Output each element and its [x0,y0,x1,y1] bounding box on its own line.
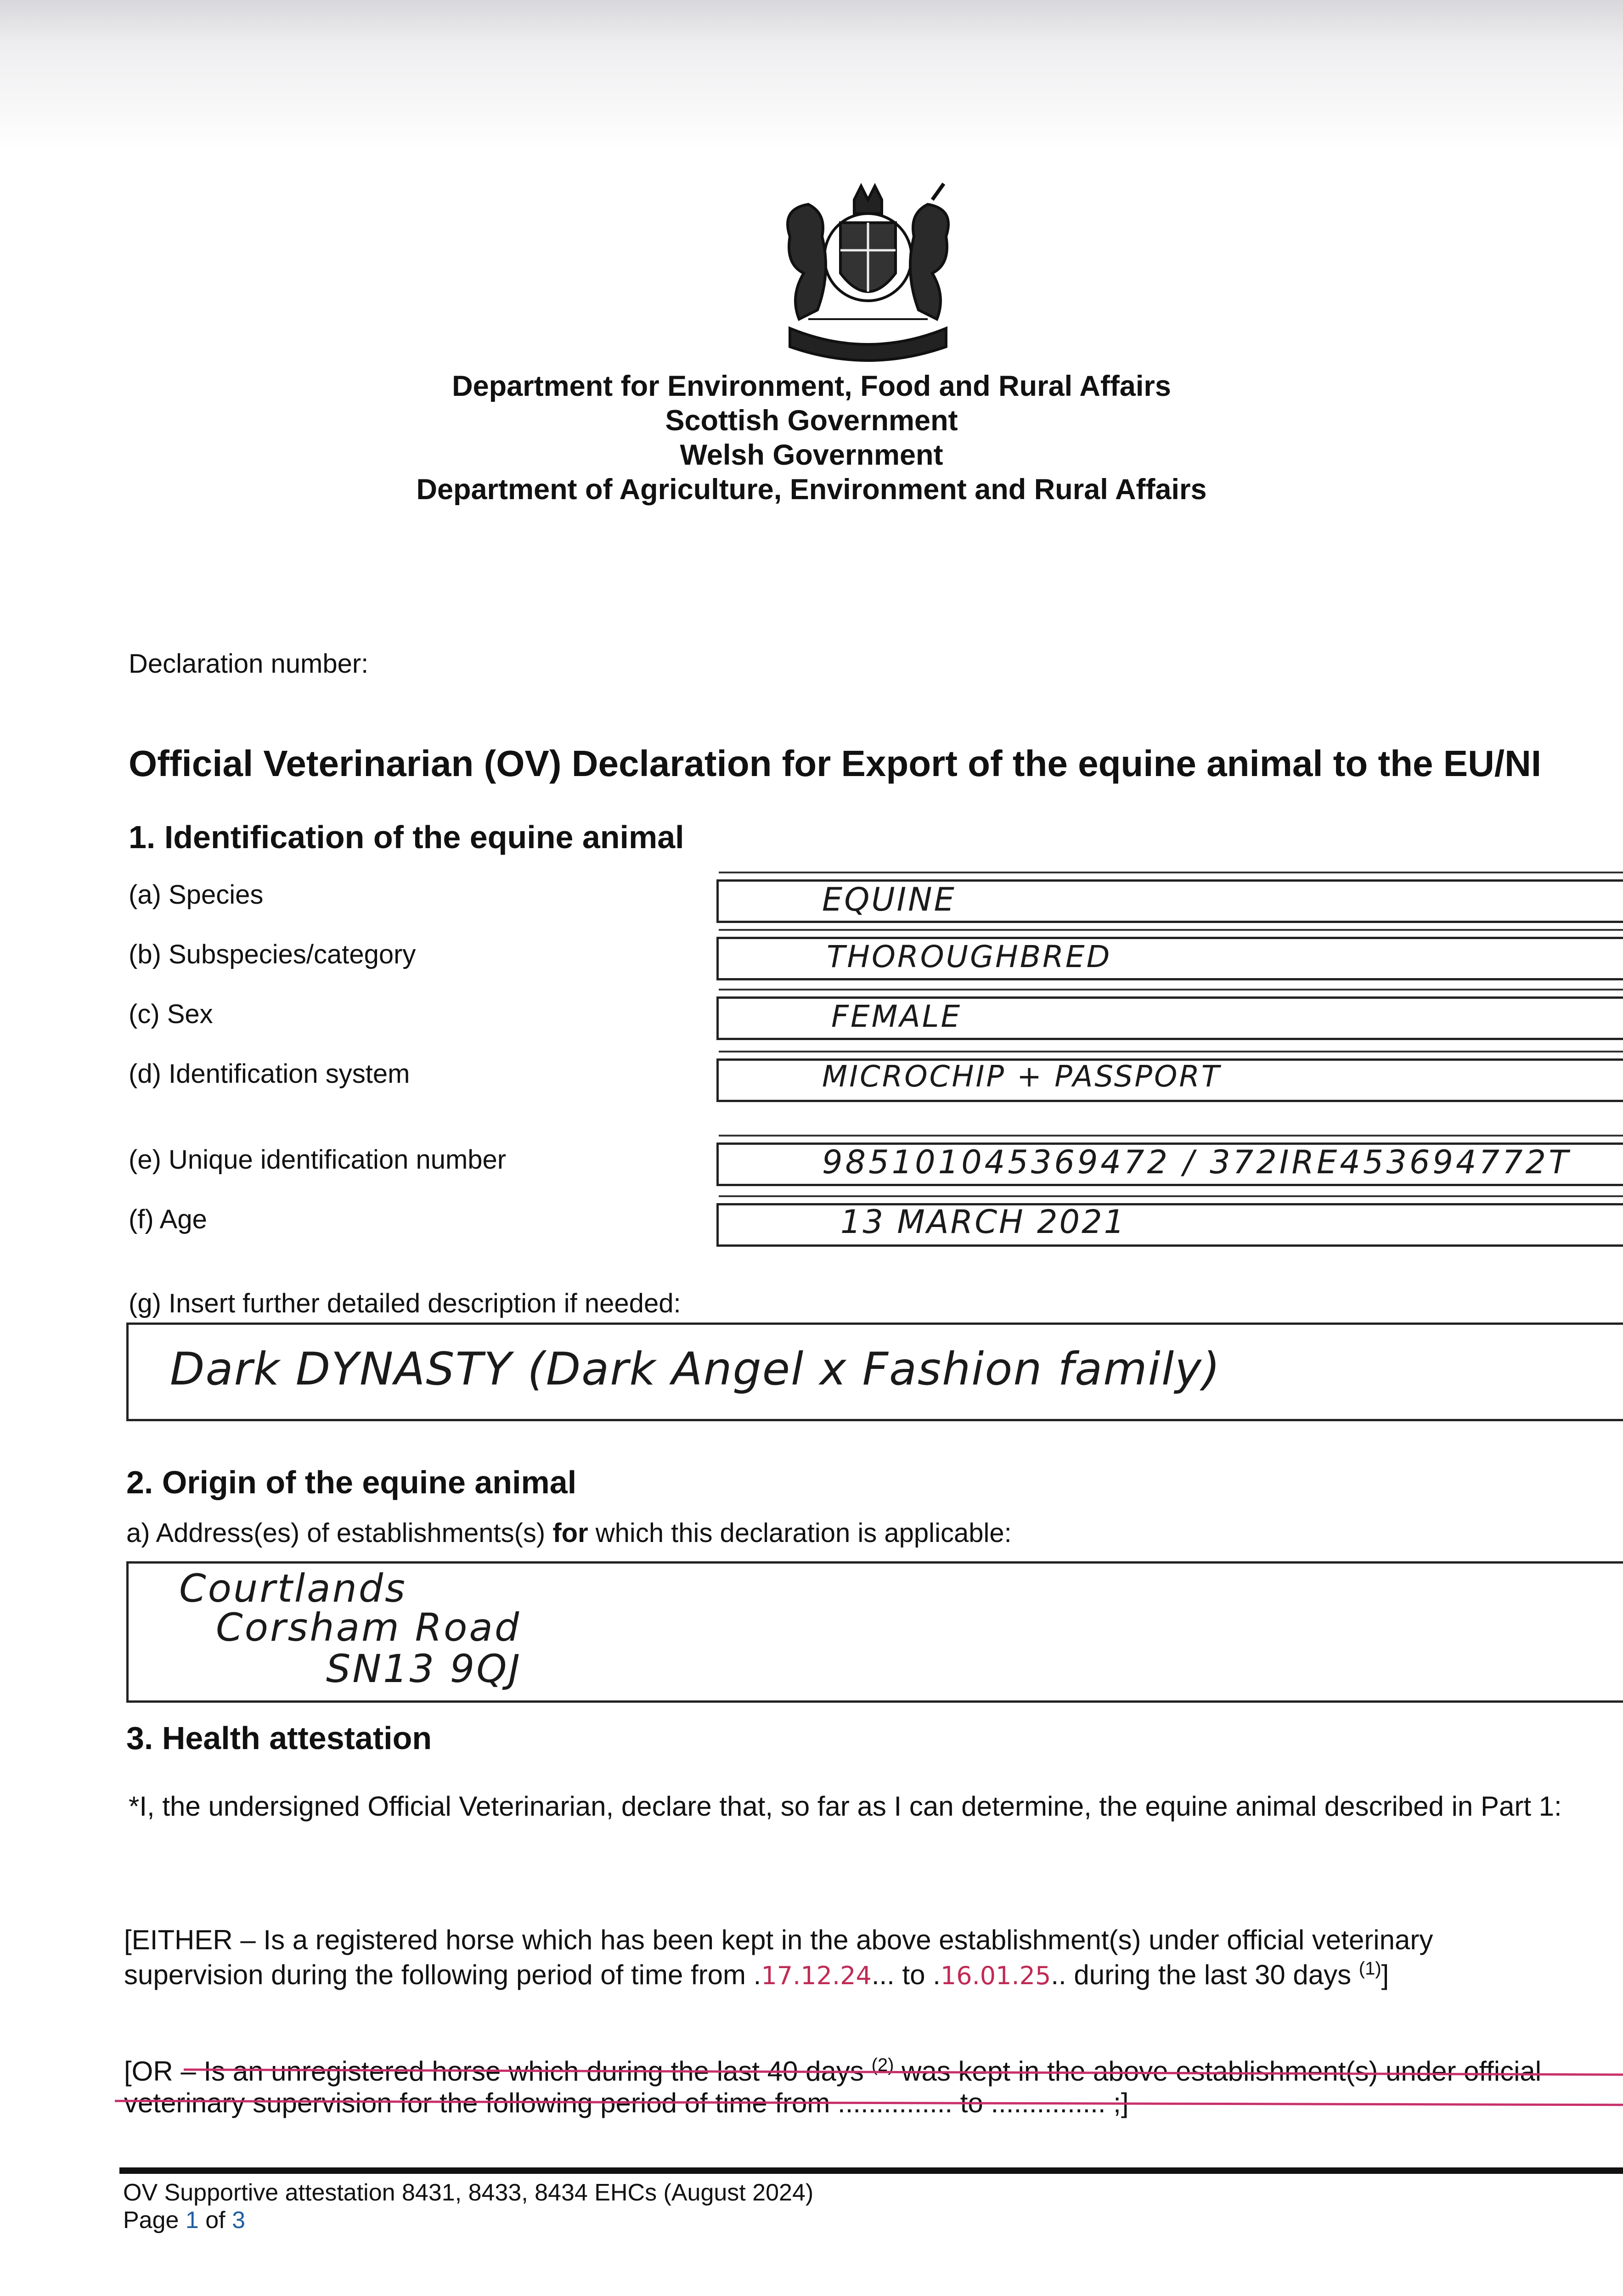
footnote-2-ref: (2) [871,2055,894,2075]
address-label [126,1518,1012,1548]
address-label-bold: for [552,1518,588,1548]
or-line-1-pre: [OR – Is an unregistered horse which during the last 40 days [124,2056,872,2087]
either-line-2-pre: supervision during the following period of time from . [124,1959,761,1990]
address-label-post: which this declaration is applicable: [588,1518,1012,1548]
department-line-4: Department of Agriculture, Environment and Rural Affairs [416,473,1207,506]
subspecies-value: THOROUGHBRED [827,939,1112,974]
declaration-number-label: Declaration number: [129,649,369,679]
address-label-pre: a) Address(es) of establishments(s) [126,1518,553,1548]
description-label: (g) Insert further detailed description if needed: [129,1289,681,1318]
either-line-2-post: .. during the last 30 days [1051,1959,1359,1990]
identification-system-value: MICROCHIP + PASSPORT [822,1060,1221,1094]
sex-label: (c) Sex [129,999,213,1029]
either-line-2-end: ] [1381,1959,1389,1990]
page-indicator [123,2206,245,2234]
department-line-1: Department for Environment, Food and Rural Affairs [452,370,1171,402]
address-line-1: Courtlands [179,1566,407,1611]
either-line-1: [EITHER – Is a registered horse which has been kept in the above establishment(s) under official veterinary [124,1925,1433,1955]
age-value: 13 MARCH 2021 [840,1203,1127,1241]
species-value: EQUINE [822,881,956,918]
page-of: of [198,2207,232,2234]
page-title: Official Veterinarian (OV) Declaration for Export of the equine animal to the EU/NI [129,743,1542,784]
page-word: Page [123,2207,186,2234]
section2-heading: 2. Origin of the equine animal [126,1464,577,1500]
address-line-2: Corsham Road [216,1605,521,1650]
royal-coat-of-arms-icon [762,181,974,365]
department-line-2: Scottish Government [665,405,958,437]
attestation-intro: *I, the undersigned Official Veterinarian, declare that, so far as I can determine, the equine animal described in Part 1: [129,1791,1562,1822]
age-label: (f) Age [129,1204,207,1234]
page-total: 3 [232,2207,245,2234]
species-label: (a) Species [129,880,264,910]
address-line-3: SN13 9QJ [326,1646,522,1691]
either-line-2 [124,1958,1389,1991]
unique-id-label: (e) Unique identification number [129,1145,507,1175]
section1-heading: 1. Identification of the equine animal [129,819,684,855]
footer-rule [119,2167,1623,2174]
or-line-1-post: was kept in the above establishment(s) under official [894,2056,1542,2087]
footnote-1-ref: (1) [1358,1958,1381,1979]
period-to-date: 16.01.25 [940,1961,1051,1990]
subspecies-label: (b) Subspecies/category [129,940,416,969]
either-line-2-mid: ... to . [871,1959,941,1990]
scan-shade [0,0,1623,152]
section3-heading: 3. Health attestation [126,1720,432,1756]
sex-value: FEMALE [831,999,962,1034]
page-current: 1 [185,2207,199,2234]
footer-attestation: OV Supportive attestation 8431, 8433, 8434 EHCs (August 2024) [123,2179,814,2206]
identification-system-label: (d) Identification system [129,1059,410,1089]
description-value: Dark DYNASTY (Dark Angel x Fashion family) [170,1343,1221,1396]
or-line-2: veterinary supervision for the following period of time from ............... to ............... ;] [124,2088,1129,2118]
period-from-date: 17.12.24 [761,1961,872,1990]
unique-id-value: 985101045369472 / 372IRE453694772T [822,1143,1571,1181]
department-line-3: Welsh Government [680,439,943,471]
